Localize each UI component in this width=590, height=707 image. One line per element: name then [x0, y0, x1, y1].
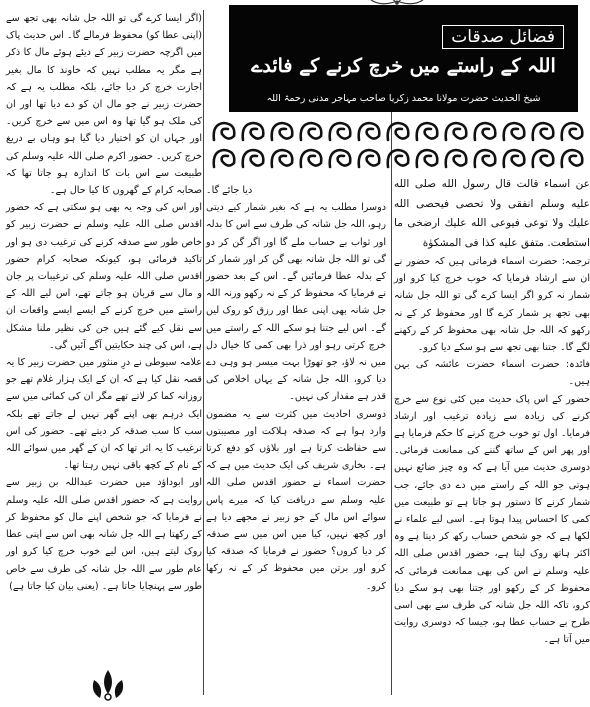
frieze-motif [359, 123, 380, 140]
frieze-motif [214, 150, 235, 167]
commentary-paragraph: اور ابوداؤد میں حضرت عبداللہ بن زبیر سے روایت ہے کہ حضور اقدس صلی اللہ علیہ وسلم نے فرمایا کہ جو شخص اپنے مال کو محفوظ کر کے رکھتا ہے اللہ جل شانہ بھی اس سے اپنی عطا روک لیتے ہیں، اس لیے خوب خرچ کیا کرو اور عام طور سے اللہ جل شانہ کی طرف سے خاص طور سے پہنچایا جاتا ہے۔ (یعنی بیان کیا جاتا ہے) [6, 477, 202, 592]
frieze-motif [562, 123, 583, 140]
commentary-paragraph: دوسرا مطلب یہ ہے کہ بغیر شمار کیے دیتی رہو، اللہ جل شانہ کی طرف سے اس کا بدلہ اور ثواب بے حساب ملے گا اور اگر گن کر دو گی تو اللہ جل شانہ بھی گن کر اور شمار کر کے بدلہ عطا فرمائیں گے۔ اس کے بعد حضور نے فرمایا کہ محفوظ کر کے نہ رکھو ورنہ اللہ جل شانہ بھی اپنی عطا اور رزق کو روک لیں گے۔ اس لیے جتنا ہو سکے اللہ کے راستے میں خرچ کرتی رہو اور ذرا بھی کمی کا خیال دل میں نہ لاؤ، جو تھوڑا بہت میسر ہو وہی دے دیا کرو، اللہ جل شانہ کے یہاں اخلاص کی قدر ہے مقدار کی نہیں۔ [206, 202, 386, 403]
frieze-motif [301, 123, 322, 140]
frieze-motif [504, 150, 525, 167]
frieze-motif [214, 123, 235, 140]
frieze-motif [417, 150, 438, 167]
frieze-motif [301, 150, 322, 167]
frieze-motif [562, 150, 583, 167]
article-headline: اللہ کے راستے میں خرچ کرنے کے فائدے [251, 55, 556, 77]
series-title: فضائل صدقات [442, 25, 564, 49]
commentary-paragraph: حضور کے اس پاک حدیث میں کئی نوع سے خرچ کرنے کی زیادہ سے زیادہ ترغیب اور ارشاد فرمایا۔ اول تو خوب خرچ کرنے کا حکم فرمایا ہے اور پھر اس کے ساتھ گننے کی ممانعت فرمائی۔ دوسری حدیث میں آیا ہے کہ وہ چیز ضائع نہیں ہوتی جو اللہ کے راستے میں دے دی جائے، جب شمار کرنے کا دستور ہو جاتا ہے تو طبیعت میں کمی کا احساس پیدا ہوتا ہے۔ اسی لیے علماء نے لکھا ہے کہ جو شخص حساب رکھ کر دیتا ہے وہ اکثر ہاتھ روک لیتا ہے، حضور اقدس صلی اللہ علیہ وسلم نے اس کی بھی ممانعت فرمائی کہ محفوظ کر کے رکھو اور جتنا بھی ہو سکے دیا کرو، تاکہ اللہ جل شانہ کی طرف سے بھی اسی طرح بے حساب عطا ہو، جیسا کہ دوسری روایت میں آتا ہے۔ [394, 393, 590, 646]
translation-paragraph: ترجمہ: حضرت اسماء فرماتی ہیں کہ حضور نے ان سے ارشاد فرمایا کہ خوب خرچ کیا کرو اور شمار نہ کرو اگر ایسا کرے گی تو اللہ جل شانہ بھی تجھ پر شمار کرے گا اور محفوظ کر کے نہ رکھو کہ اللہ جل شانہ بھی محفوظ کر کے رکھنے لگے گا۔ جتنا بھی تجھ سے ہو سکے دیا کرو۔ [394, 256, 590, 354]
leaf-ornament [86, 666, 130, 702]
column-rule [203, 10, 204, 695]
title-banner [229, 5, 578, 112]
frieze-motif [243, 123, 264, 140]
commentary-paragraph: (اگر ایسا کرے گی تو اللہ جل شانہ بھی تجھ سے (اپنی عطا کو) محفوظ فرمالے گا۔ اس حدیث پاک میں اگرچہ حضرت زبیر کے دیئے ہوئے مال کا ذکر ہے مگر یہ مطلب نہیں کہ خاوند کا مال بغیر اجازت خرچ کر دیا جائے، بلکہ مطلب یہ ہے کہ حضرت زبیر نے جو مال ان کو دے دیا تھا اور ان کی ملک ہو گیا تھا وہ اس میں سے خرچ کریں۔ اور جہاں ان کو اختیار دیا گیا ہو وہاں بے دریغ خرچ کریں۔ حضور اکرم صلی اللہ علیہ وسلم کی طبیعت سے اس بات کا اندازہ ہو جاتا تھا کہ صحابہ کرام کے گھروں کا کیا حال ہے۔ [6, 13, 202, 197]
commentary-paragraph: دوسری احادیث میں کثرت سے یہ مضمون وارد ہوا ہے کہ صدقہ ہلاکت اور مصیبتوں سے حفاظت کرتا ہے اور بلاؤں کو دفع کرتا ہے۔ بخاری شریف کی ایک حدیث میں ہے کہ حضرت اسماء نے حضور اقدس صلی اللہ علیہ وسلم سے دریافت کیا کہ میرے پاس سوائے اس مال کے جو زبیر نے مجھے دیا ہے اور کچھ نہیں، کیا میں اس میں سے صدقہ کر دیا کروں؟ حضور نے فرمایا کہ صدقہ کیا کرو اور برتن میں محفوظ کر کے نہ رکھا کرو۔ [206, 408, 386, 592]
frieze-motif [533, 150, 554, 167]
benefit-note: فائدہ: حضرت اسماء حضرت عائشہ کی بہن ہیں۔ [394, 359, 590, 388]
frieze-motif [446, 123, 467, 140]
frieze-motif [359, 150, 380, 167]
frieze-motif [243, 150, 264, 167]
continuation-line: دیا جائے گا۔ [206, 185, 253, 196]
left-column [6, 10, 202, 595]
frieze-motif [330, 150, 351, 167]
middle-column [206, 182, 386, 595]
frieze-motif [475, 123, 496, 140]
frieze-motif [417, 123, 438, 140]
author-line: شیخ الحدیث حضرت مولانا محمد زکریا صاحب مہاجر مدنی رحمۃ اللہ [266, 93, 541, 104]
arabic-hadith-text: عن اسماء قالت قال رسول الله صلى الله عليه وسلم انفقى ولا تحصى فيحصى الله عليك ولا توعى فيوعى الله عليك ارضخى ما استطعت. متفق عليه كذا فى المشكوٰة [394, 178, 590, 249]
frieze-motif [504, 123, 525, 140]
decorative-frieze [210, 118, 586, 174]
commentary-paragraph: اور اس کی وجہ یہ بھی ہو سکتی ہے کہ حضور اقدس صلی اللہ علیہ وسلم نے حضرت زبیر کو خاص طور سے صدقہ کرنے کی ترغیب دی ہو اور تاکید فرمائی ہو، کیونکہ صحابہ کرام حضور اقدس صلی اللہ علیہ وسلم کی ترغیبات پر جان و مال سے قربان ہو جاتے تھے، اس لیے اللہ کے راستے میں خرچ کرنے کے ایسے ایسے واقعات ان سے نقل کیے گئے ہیں جن کی نظیر ملنا مشکل ہے، اس کی چند حکایتیں آگے آئیں گی۔ [6, 202, 202, 351]
right-column [394, 175, 590, 649]
frieze-motif [446, 150, 467, 167]
frieze-motif [475, 150, 496, 167]
frieze-motif [388, 123, 409, 140]
commentary-paragraph: علامہ سیوطی نے درِ منثور میں حضرت زبیر کا یہ قصہ نقل کیا ہے کہ ان کے ایک ہزار غلام تھے جو روزانہ کما کر لاتے تھے مگر ان کی کمائی میں سے ایک درہم بھی اپنے گھر نہیں لے جاتے تھے بلکہ سب کا سب صدقہ کر دیتے تھے۔ حضور کی اس ترغیب کا یہ اثر تھا کہ ان کے گھر میں سوائے اللہ کے نام کے کچھ باقی نہیں رہتا تھا۔ [6, 357, 202, 472]
frieze-motif [533, 123, 554, 140]
frieze-motif [388, 150, 409, 167]
frieze-motif [272, 150, 293, 167]
column-rule [391, 10, 392, 695]
frieze-motif [330, 123, 351, 140]
frieze-motif [272, 123, 293, 140]
